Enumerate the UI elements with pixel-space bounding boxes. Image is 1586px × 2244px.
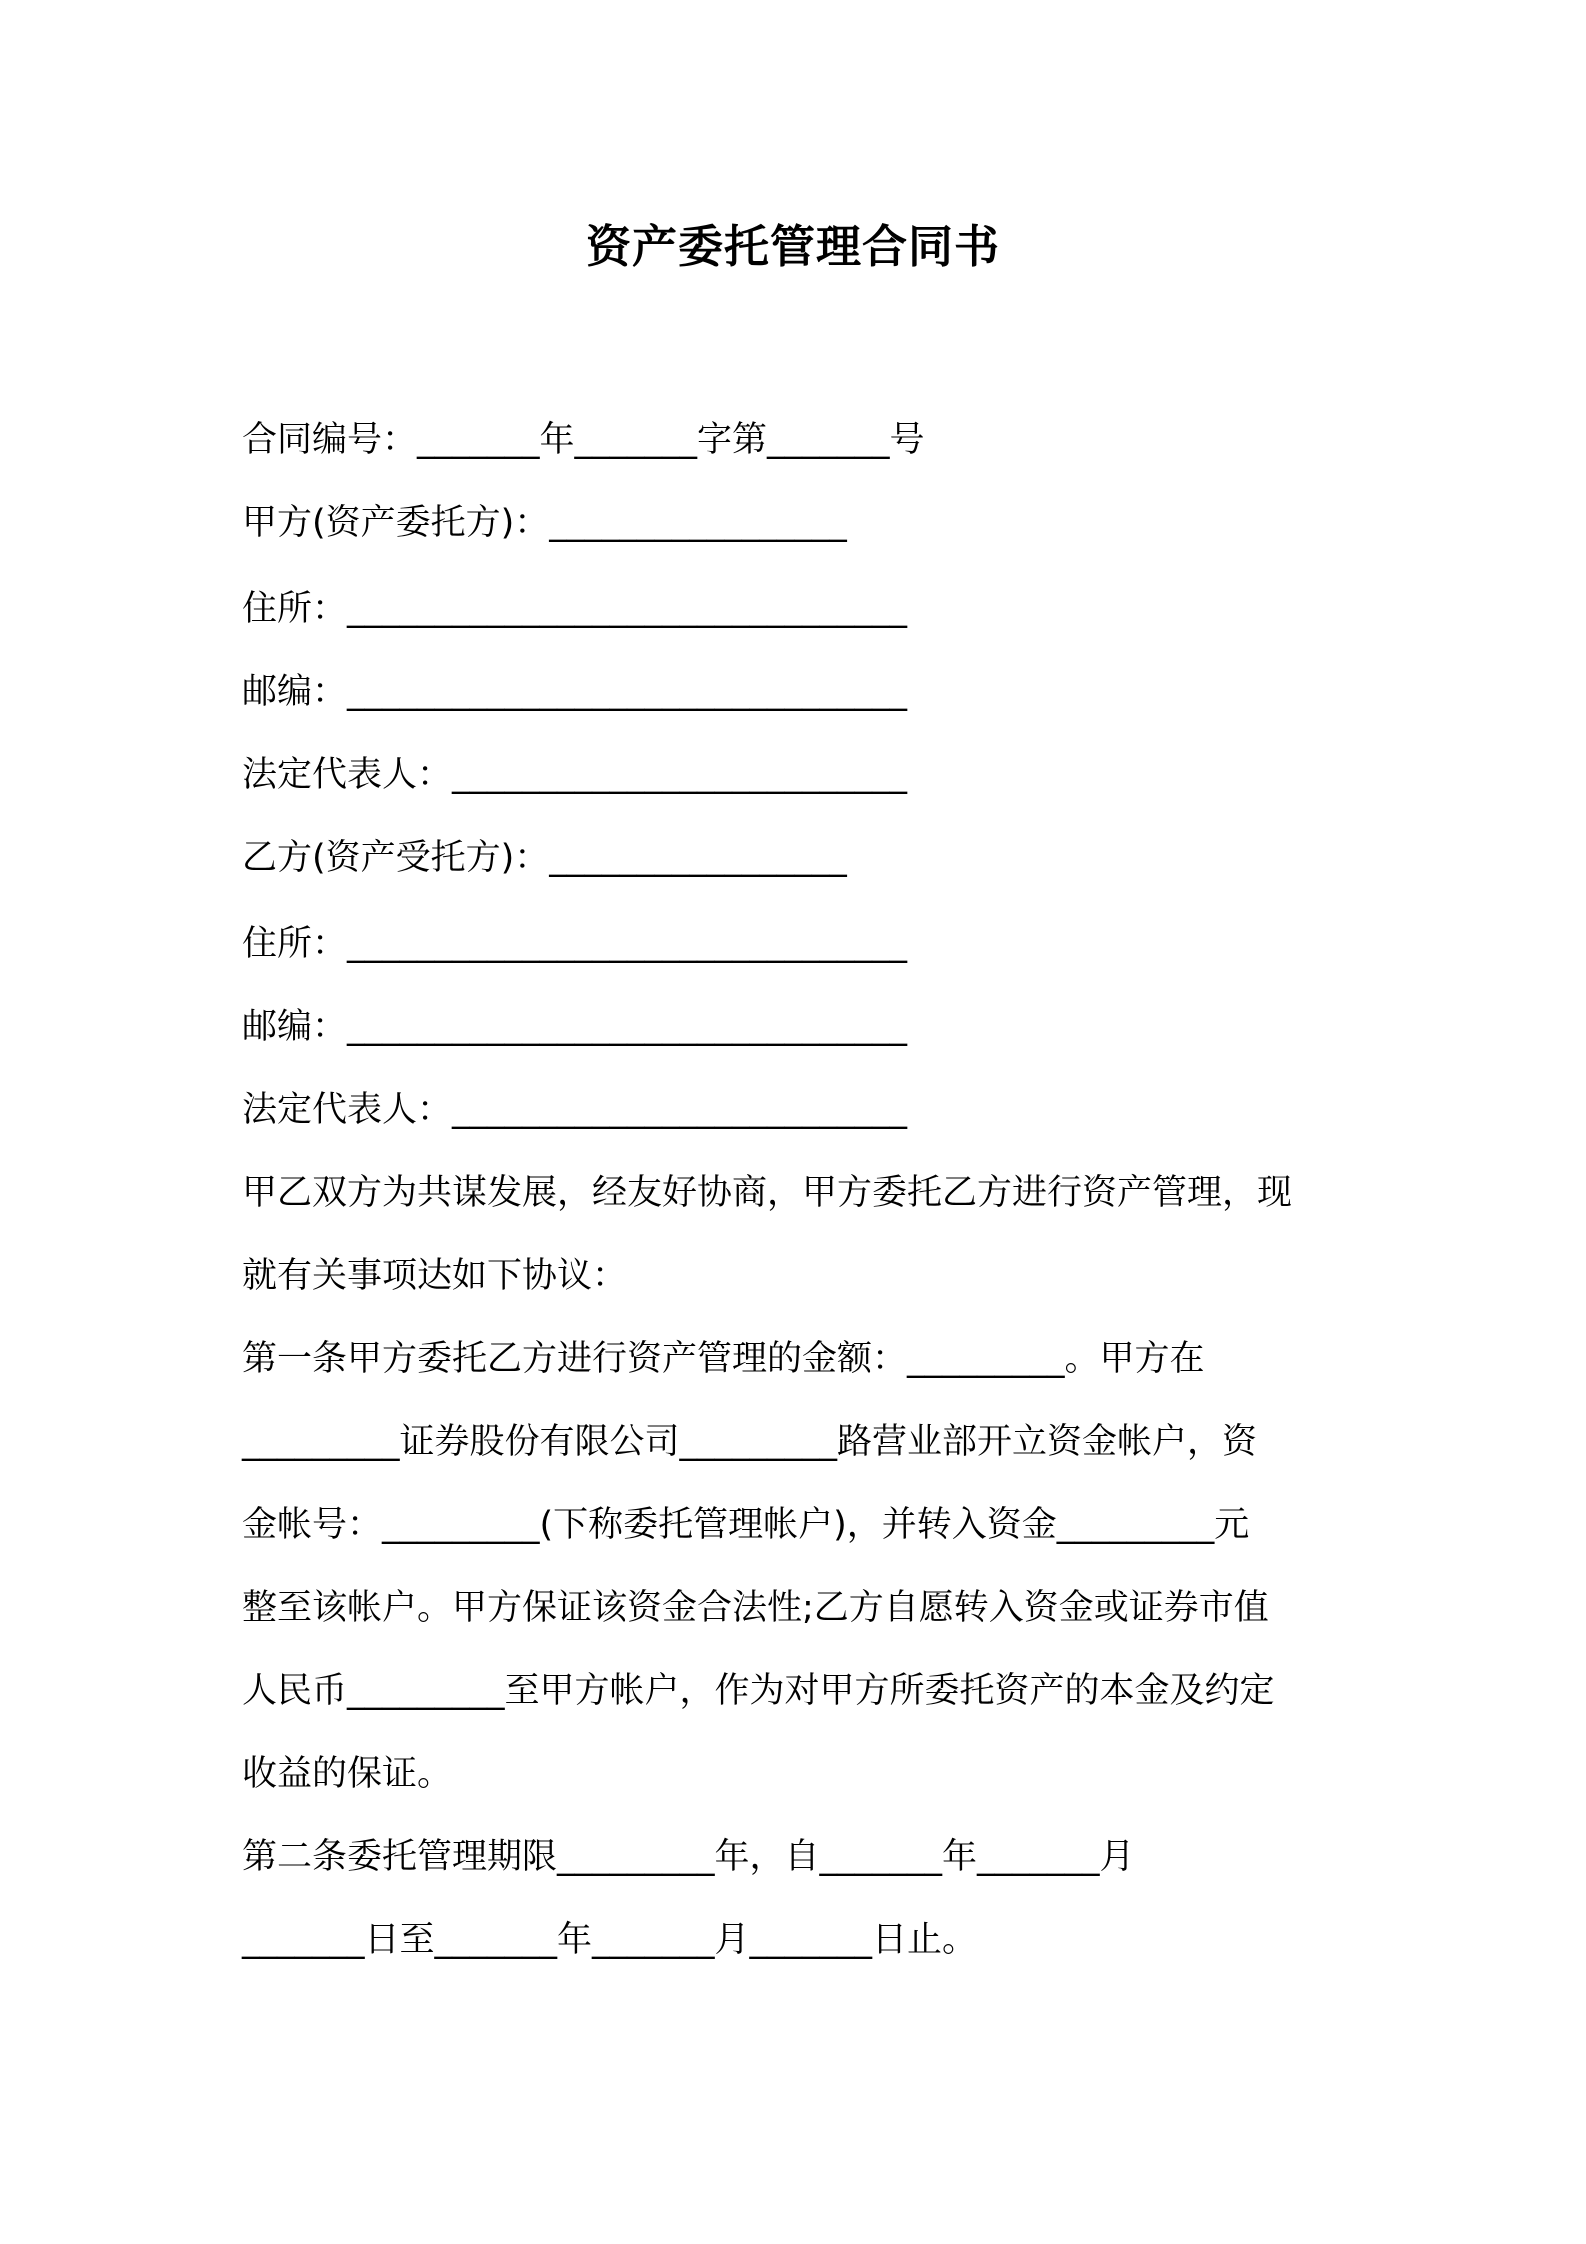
party-a-address-line: 住所：________________________________ (242, 589, 908, 629)
article-1-line-6: 收益的保证。 (242, 1754, 453, 1794)
document-title: 资产委托管理合同书 (585, 220, 1000, 273)
party-a-line: 甲方(资产委托方)：_________________ (242, 503, 847, 543)
article-1-line-1: 第一条甲方委托乙方进行资产管理的金额：_________。甲方在 (242, 1339, 1205, 1379)
preamble-line-2: 就有关事项达如下协议： (242, 1256, 628, 1296)
party-a-representative-line: 法定代表人：__________________________ (242, 755, 908, 795)
party-b-address-line: 住所：________________________________ (242, 924, 908, 964)
article-1-line-4: 整至该帐户。甲方保证该资金合法性;乙方自愿转入资金或证券市值 (242, 1588, 1269, 1628)
article-1-line-2: _________证券股份有限公司_________路营业部开立资金帐户，资 (242, 1422, 1258, 1462)
party-b-representative-line: 法定代表人：__________________________ (242, 1090, 908, 1130)
article-1-line-5: 人民币_________至甲方帐户，作为对甲方所委托资产的本金及约定 (242, 1671, 1275, 1711)
article-2-line-1: 第二条委托管理期限_________年，自_______年_______月 (242, 1837, 1135, 1877)
party-a-postcode-line: 邮编：________________________________ (242, 672, 908, 712)
contract-number-line: 合同编号：_______年_______字第_______号 (242, 420, 925, 460)
party-b-line: 乙方(资产受托方)：_________________ (242, 838, 847, 878)
party-b-postcode-line: 邮编：________________________________ (242, 1007, 908, 1047)
preamble-line-1: 甲乙双方为共谋发展，经友好协商，甲方委托乙方进行资产管理，现 (242, 1173, 1293, 1213)
article-2-line-2: _______日至_______年_______月_______日止。 (242, 1920, 978, 1960)
article-1-line-3: 金帐号：_________(下称委托管理帐户)，并转入资金_________元 (242, 1505, 1250, 1545)
